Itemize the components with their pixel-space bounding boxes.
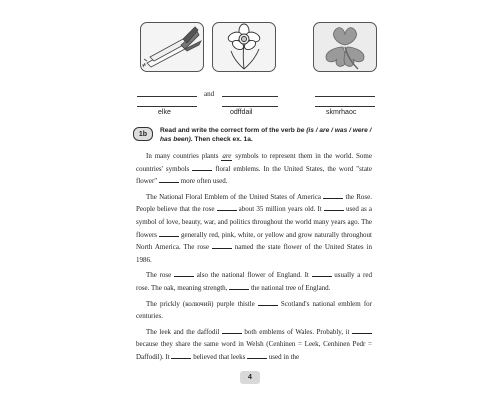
instruction-text-2: . Then check ex. 1a. (190, 135, 253, 143)
shamrock-picture (313, 22, 377, 72)
text-segment: because they share the same word in Welsh (Cenhinen = Leek, Cenhinen Pedr = Daffodil). It (136, 340, 372, 361)
text-segment: The rose (146, 271, 174, 280)
scramble-line-leek (137, 106, 197, 107)
text-segment: The prickly (колючий) purple thistle (146, 299, 258, 308)
text-segment: In many countries plants (146, 152, 222, 160)
blank-gap[interactable] (217, 210, 237, 211)
blank-gap[interactable] (159, 182, 179, 183)
text-segment: The leek and the daffodil (146, 327, 222, 336)
text-segment: the Rose. People believe that the rose (136, 192, 372, 214)
leek-picture (140, 22, 204, 72)
blank-gap[interactable] (192, 170, 212, 171)
text-segment: named the state flower of the United States in 1986. (136, 243, 372, 264)
exercise-instruction (160, 127, 380, 144)
scrambled-word-2: odffdail (230, 109, 253, 116)
blank-gap[interactable] (222, 333, 242, 334)
text-segment: generally red, pink, white, or yellow and grow naturally throughout North America. The rose (136, 230, 373, 252)
text-segment: more often used. (178, 177, 228, 186)
blank-gap[interactable] (212, 248, 232, 249)
blank-gap[interactable] (174, 276, 194, 277)
scramble-line-daffodil (222, 106, 278, 107)
example-answer: are (222, 152, 232, 160)
exercise-text (136, 150, 372, 367)
blank-gap[interactable] (312, 276, 332, 277)
blank-gap[interactable] (159, 236, 179, 237)
blank-gap[interactable] (352, 333, 372, 334)
paragraph-1 (136, 150, 372, 188)
text-segment: about 35 million years old. It (236, 205, 324, 214)
instruction-verb-forms: be (is / are / was / were / has been) (160, 127, 372, 143)
blank-gap[interactable] (323, 198, 343, 199)
blank-gap[interactable] (171, 358, 191, 359)
paragraph-3 (136, 269, 372, 294)
scrambled-word-1: elke (158, 109, 171, 116)
paragraph-4 (136, 298, 372, 323)
exercise-number-badge: 1b (133, 127, 153, 141)
blank-gap[interactable] (229, 289, 249, 290)
answer-line-leek[interactable] (137, 96, 197, 97)
text-segment: Scotland's national emblem for centuries. (136, 299, 372, 321)
text-segment: the national tree of England. (249, 283, 331, 292)
and-label: and (204, 90, 215, 98)
text-segment: The National Floral Emblem of the United States of America (146, 192, 324, 201)
text-segment: used as a symbol of love, beauty, war, and politics throughout the world many years ago. The flowers (136, 205, 372, 239)
daffodil-icon (213, 23, 275, 71)
daffodil-picture (212, 22, 276, 72)
scrambled-word-3: skmrhaoc (326, 109, 357, 116)
leek-icon (141, 23, 203, 71)
instruction-text-1: Read and write the correct form of the verb (160, 127, 297, 134)
text-segment: both emblems of Wales. Probably, it (241, 327, 353, 336)
scramble-line-shamrock (315, 106, 375, 107)
blank-gap[interactable] (324, 210, 344, 211)
answer-line-daffodil[interactable] (222, 96, 278, 97)
blank-gap[interactable] (258, 305, 278, 306)
text-segment: floral emblems. In the United States, the word "state flower" (136, 164, 372, 186)
shamrock-icon (314, 23, 376, 71)
text-segment: used in the (267, 352, 300, 361)
blank-gap[interactable] (247, 358, 267, 359)
text-segment: symbols to represent them in the world. Some countries' symbols (136, 152, 372, 173)
paragraph-5 (136, 326, 372, 364)
text-segment: believed that leeks (191, 352, 248, 361)
paragraph-2 (136, 191, 372, 267)
text-segment: usually a red rose. The oak, meaning strength, (136, 271, 372, 292)
answer-line-shamrock-top[interactable] (315, 96, 375, 97)
page-number: 4 (240, 371, 260, 384)
text-segment: also the national flower of England. It (193, 271, 312, 280)
